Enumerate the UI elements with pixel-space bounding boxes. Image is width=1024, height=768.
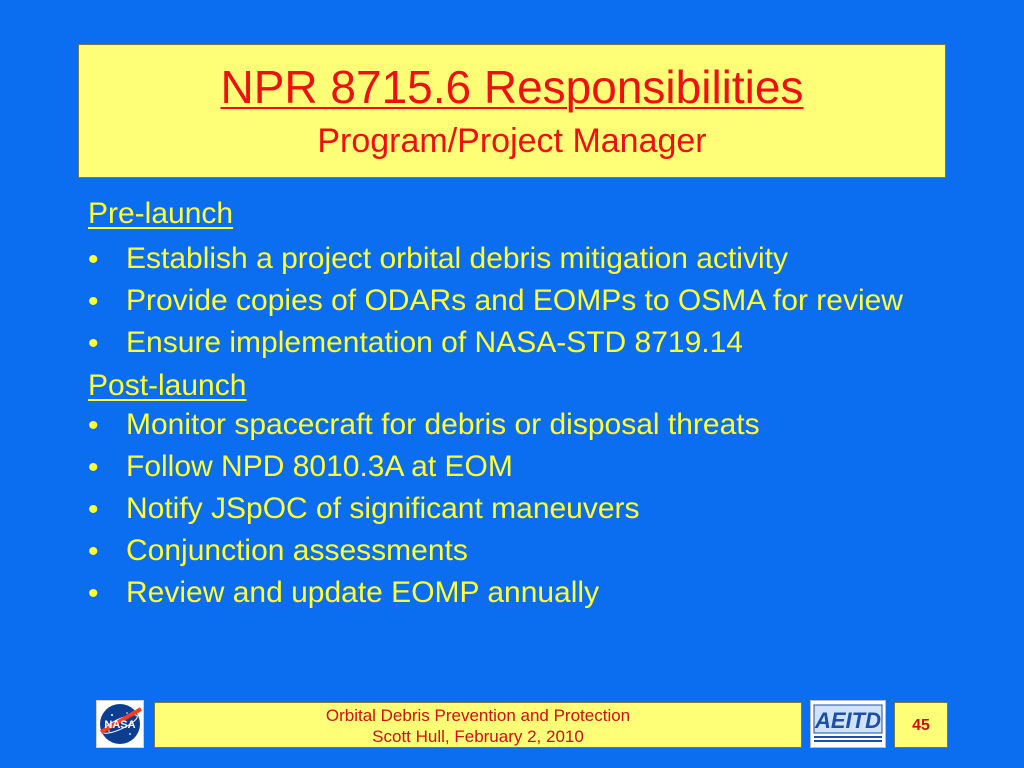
title-box: [78, 44, 946, 178]
footer-line-1: Orbital Debris Prevention and Protection: [325, 706, 631, 725]
bullet-text: Establish a project orbital debris mitigation activity: [126, 242, 788, 275]
pre-launch-heading: Pre-launch: [88, 197, 234, 230]
bullet-item: [88, 242, 968, 276]
bullet-icon: •: [88, 285, 99, 318]
bullet-item: [88, 326, 968, 360]
bullet-icon: •: [88, 243, 99, 276]
bullet-text: Provide copies of ODARs and EOMPs to OSMA for review: [126, 284, 903, 317]
aeitd-logo: [810, 700, 886, 748]
bullet-icon: •: [88, 451, 99, 484]
bullet-icon: •: [88, 493, 99, 526]
bullet-item: [88, 450, 968, 484]
bullet-item: [88, 534, 968, 568]
footer-caption: [154, 702, 802, 748]
bullet-text: Review and update EOMP annually: [126, 576, 600, 609]
footer-line-2: Scott Hull, February 2, 2010: [372, 727, 584, 746]
aeitd-logo-text: AEITD: [815, 708, 881, 733]
bullet-item: [88, 492, 968, 526]
bullet-icon: •: [88, 535, 99, 568]
bullet-icon: •: [88, 409, 99, 442]
bullet-text: Notify JSpOC of significant maneuvers: [126, 492, 640, 525]
bullet-text: Follow NPD 8010.3A at EOM: [126, 450, 513, 483]
nasa-logo: [96, 700, 144, 748]
bullet-text: Monitor spacecraft for debris or disposal threats: [126, 408, 760, 441]
bullet-text: Conjunction assessments: [126, 534, 468, 567]
bullet-text: Ensure implementation of NASA-STD 8719.14: [126, 326, 743, 359]
bullet-item: [88, 576, 968, 610]
slide-content: [88, 196, 968, 618]
slide-subtitle: Program/Project Manager: [317, 122, 707, 160]
nasa-meatball-icon: [97, 701, 143, 747]
bullet-icon: •: [88, 327, 99, 360]
nasa-logo-text: NASA: [104, 719, 136, 731]
post-launch-heading: Post-launch: [88, 369, 247, 402]
bullet-item: [88, 284, 968, 318]
bullet-icon: •: [88, 577, 99, 610]
page-number: 45: [894, 702, 948, 748]
slide-title: NPR 8715.6 Responsibilities: [220, 61, 804, 113]
bullet-item: [88, 408, 968, 442]
aeitd-logo-icon: [811, 701, 885, 747]
